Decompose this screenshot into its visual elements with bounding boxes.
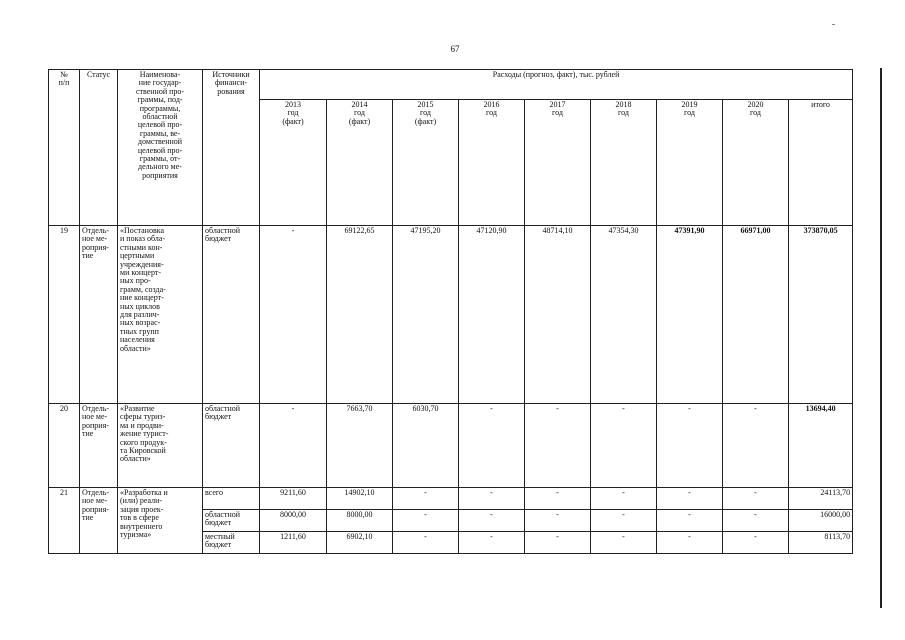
cell-total: 8113,70 [789,532,853,554]
cell-2019: - [657,488,723,510]
page-number: 67 [450,44,460,54]
budget-table [48,69,853,554]
cell-total: 373870,05 [789,226,853,404]
row-source: местный бюджет [203,532,260,554]
cell-2020: - [723,488,789,510]
cell-2014: 69122,65 [327,226,393,404]
cell-2019: - [657,532,723,554]
cell-2018: 47354,30 [591,226,657,404]
cell-2018: - [591,510,657,532]
cell-2019: - [657,510,723,532]
cell-2015: 47195,20 [393,226,459,404]
cell-2014: 6902,10 [327,532,393,554]
cell-2015: - [393,488,459,510]
table-row-21-total [49,488,853,510]
cell-2020: - [723,510,789,532]
header-year-2013: 2013 год (факт) [260,100,327,226]
header-total: итого [789,100,853,226]
header-status: Статус [80,70,118,226]
header-year-2020: 2020 год [723,100,789,226]
cell-2016: 47120,90 [459,226,525,404]
cell-2013: - [260,226,327,404]
header-year-2014: 2014 год (факт) [327,100,393,226]
row-name: «Разработка и (или) реали- зация проек- тов в сфере внутреннего туризма» [118,488,203,554]
cell-2020: - [723,532,789,554]
cell-2016: - [459,532,525,554]
cell-total: 24113,70 [789,488,853,510]
cell-2016: - [459,510,525,532]
row-status: Отдель- ное ме- роприя- тие [80,404,118,488]
row-source: всего [203,488,260,510]
cell-2020: 66971,00 [723,226,789,404]
cell-2019: - [657,404,723,488]
cell-2013: 8000,00 [260,510,327,532]
header-expenses: Расходы (прогноз, факт), тыс. рублей [260,70,853,100]
header-year-2019: 2019 год [657,100,723,226]
row-num: 19 [49,226,80,404]
cell-2017: 48714,10 [525,226,591,404]
row-source: областной бюджет [203,404,260,488]
cell-2014: 8000,00 [327,510,393,532]
cell-2015: - [393,510,459,532]
header-year-2015: 2015 год (факт) [393,100,459,226]
cell-total: 13694,40 [789,404,853,488]
row-status: Отдель- ное ме- роприя- тие [80,226,118,404]
header-name: Наименова- ние государ- ственной про- граммы, под- программы, областной целевой про- граммы, ве- домственной целевой про- граммы, от- дельного ме- роприятия [118,70,203,226]
cell-2016: - [459,488,525,510]
table-row-19 [49,226,853,404]
table-row-20 [49,404,853,488]
cell-2015: 6030,70 [393,404,459,488]
cell-2013: 1211,60 [260,532,327,554]
row-num: 21 [49,488,80,554]
cell-2017: - [525,532,591,554]
cell-2017: - [525,510,591,532]
cell-2016: - [459,404,525,488]
cell-2018: - [591,532,657,554]
row-name: «Развитие сферы туриз- ма и продви- жение турист- ского продук- та Кировской области» [118,404,203,488]
cell-2018: - [591,404,657,488]
header-year-2018: 2018 год [591,100,657,226]
cell-2013: 9211,60 [260,488,327,510]
cell-2017: - [525,488,591,510]
cell-2019: 47391,90 [657,226,723,404]
cell-2015: - [393,532,459,554]
cell-2014: 7663,70 [327,404,393,488]
cell-2017: - [525,404,591,488]
header-num: № п/п [49,70,80,226]
cell-total: 16000,00 [789,510,853,532]
header-year-2016: 2016 год [459,100,525,226]
row-num: 20 [49,404,80,488]
cell-2018: - [591,488,657,510]
row-status: Отдель- ное ме- роприя- тие [80,488,118,554]
header-source: Источники финанси- рования [203,70,260,226]
row-source: областной бюджет [203,226,260,404]
row-source: областной бюджет [203,510,260,532]
header-year-2017: 2017 год [525,100,591,226]
scan-mark-top [832,24,835,25]
cell-2013: - [260,404,327,488]
header-row-top [49,70,853,100]
cell-2014: 14902,10 [327,488,393,510]
cell-2020: - [723,404,789,488]
row-name: «Постановка и показ обла- стными кон- цертными учреждения- ми концерт- ных про- грамм, созда- ние концерт- ных циклов для различ- ных возрас- тных групп населения области» [118,226,203,404]
scan-edge-line [880,68,882,608]
